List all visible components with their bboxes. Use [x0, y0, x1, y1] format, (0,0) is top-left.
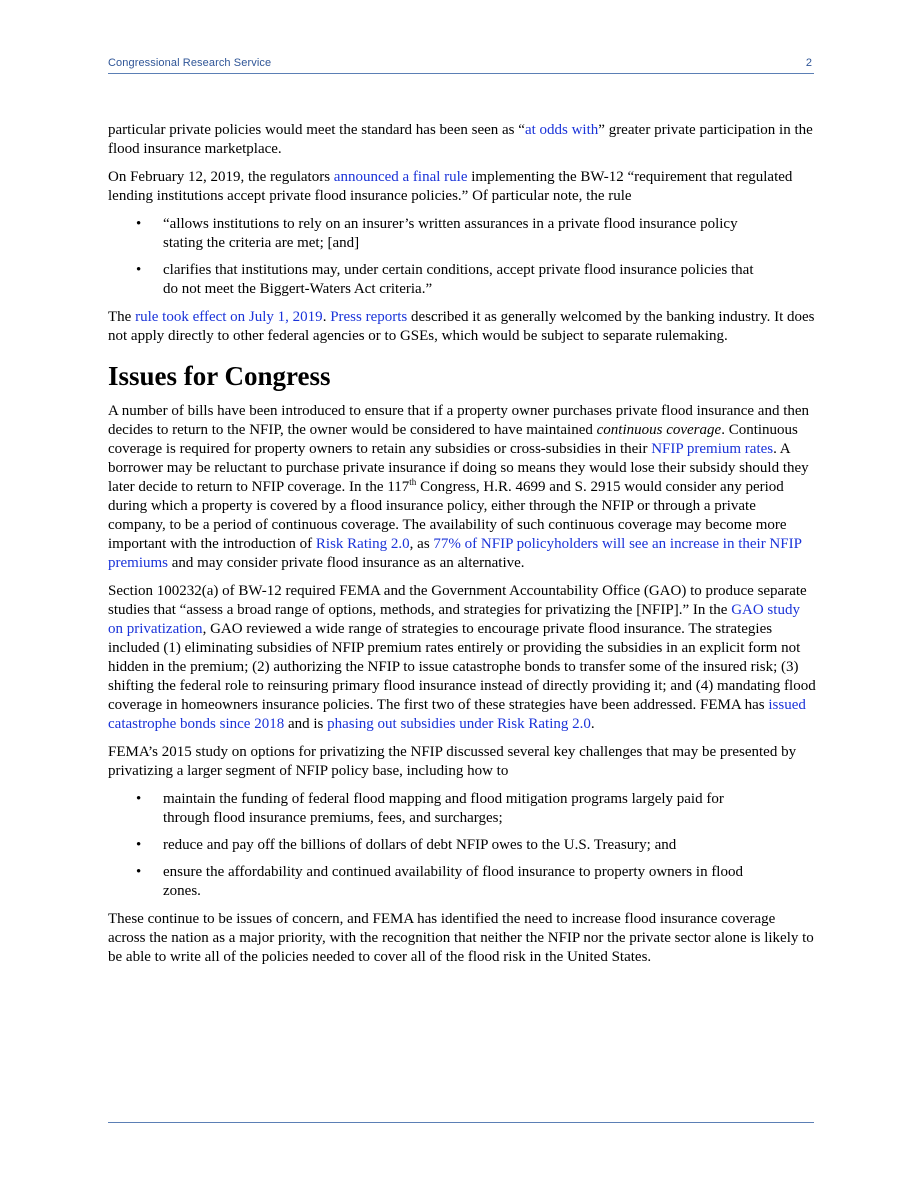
- paragraph-final-rule: On February 12, 2019, the regulators announced a final rule implementing the BW-12 “requirement that regulated lending institutions accept private flood insurance policies.” Of particular note, the rule: [108, 169, 793, 204]
- rule-provisions-list: [108, 215, 816, 299]
- paragraph-conclusion: These continue to be issues of concern, and FEMA has identified the need to increase flood insurance coverage across the nation as a major priority, with the recognition that neither the NFIP nor the private sector alone is likely to be able to write all of the policies needed to cover all of the flood risk in the United States.: [108, 911, 814, 965]
- list-item: • “allows institutions to rely on an insurer’s written assurances in a private flood insurance policy stating the criteria are met; [and]: [163, 215, 816, 253]
- section-heading: Issues for Congress: [108, 361, 331, 391]
- list-item: • maintain the funding of federal flood mapping and flood mitigation programs largely paid for through flood insurance premiums, fees, and surcharges;: [163, 790, 816, 828]
- document-body: [108, 121, 816, 976]
- link-policyholders-increase[interactable]: 77% of NFIP policyholders will see an increase in their NFIP premiums: [108, 536, 802, 571]
- link-gao-study[interactable]: GAO study on privatization: [108, 602, 800, 637]
- link-press-reports[interactable]: Press reports: [330, 309, 408, 325]
- link-catastrophe-bonds[interactable]: issued catastrophe bonds since 2018: [108, 697, 806, 732]
- footer-divider: [108, 1122, 814, 1123]
- link-announced-final-rule[interactable]: announced a final rule: [333, 169, 468, 185]
- link-nfip-premium-rates[interactable]: NFIP premium rates: [651, 441, 774, 457]
- paragraph-fema-study: FEMA’s 2015 study on options for privatizing the NFIP discussed several key challenges that may be presented by privatizing a larger segment of NFIP policy base, including how to: [108, 744, 797, 779]
- paragraph-rule-effect: The rule took effect on July 1, 2019. Press reports described it as generally welcomed by the banking industry. It does not apply directly to other federal agencies or to GSEs, which would be subject to separate rulemaking.: [108, 309, 815, 344]
- paragraph-private-policies: particular private policies would meet the standard has been seen as “at odds with” greater private participation in the flood insurance marketplace.: [108, 122, 813, 157]
- page-header: [108, 56, 814, 74]
- list-item: • reduce and pay off the billions of dollars of debt NFIP owes to the U.S. Treasury; and: [163, 836, 816, 855]
- paragraph-gao-study: Section 100232(a) of BW-12 required FEMA and the Government Accountability Office (GAO) to produce separate studies that “assess a broad range of options, methods, and strategies for privatizing the [NFIP].” In the GAO study on privatization, GAO reviewed a wide range of strategies to encourage private flood insurance. The strategies included (1) eliminating subsidies of NFIP premium rates entirely or providing the subsidies in an explicit form not hidden in the premium; (2) authorizing the NFIP to issue catastrophe bonds to transfer some of the insured risk; (3) shifting the federal role to reinsuring primary flood insurance instead of directly providing it; and (4) mandating flood coverage in homeowners insurance policies. The first two of these strategies have been addressed. FEMA has issued catastrophe bonds since 2018 and is phasing out subsidies under Risk Rating 2.0.: [108, 583, 816, 732]
- list-item: • clarifies that institutions may, under certain conditions, accept private flood insurance policies that do not meet the Biggert-Waters Act criteria.”: [163, 261, 816, 299]
- list-item: • ensure the affordability and continued availability of flood insurance to property owners in flood zones.: [163, 863, 816, 901]
- link-at-odds-with[interactable]: at odds with: [524, 122, 599, 138]
- link-rule-took-effect[interactable]: rule took effect on July 1, 2019: [135, 309, 323, 325]
- link-phasing-out-subsidies[interactable]: phasing out subsidies under Risk Rating 2.0: [327, 716, 591, 732]
- challenges-list: [108, 790, 816, 901]
- link-risk-rating-2[interactable]: Risk Rating 2.0: [315, 536, 410, 552]
- header-org-name: Congressional Research Service: [108, 57, 272, 69]
- page-number: 2: [805, 57, 812, 69]
- paragraph-continuous-coverage: A number of bills have been introduced to ensure that if a property owner purchases private flood insurance and then decides to return to the NFIP, the owner would be considered to have maintained continuous coverage. Continuous coverage is required for property owners to retain any subsidies or cross-subsidies in their NFIP premium rates. A borrower may be reluctant to purchase private insurance if doing so means they would lose their subsidy should they later decide to return to NFIP coverage. In the 117th Congress, H.R. 4699 and S. 2915 would consider any period during which a property is covered by a flood insurance policy, either through the NFIP or through a private company, to be a period of continuous coverage. The availability of such continuous coverage may become more important with the introduction of Risk Rating 2.0, as 77% of NFIP policyholders will see an increase in their NFIP premiums and may consider private flood insurance as an alternative.: [108, 403, 810, 571]
